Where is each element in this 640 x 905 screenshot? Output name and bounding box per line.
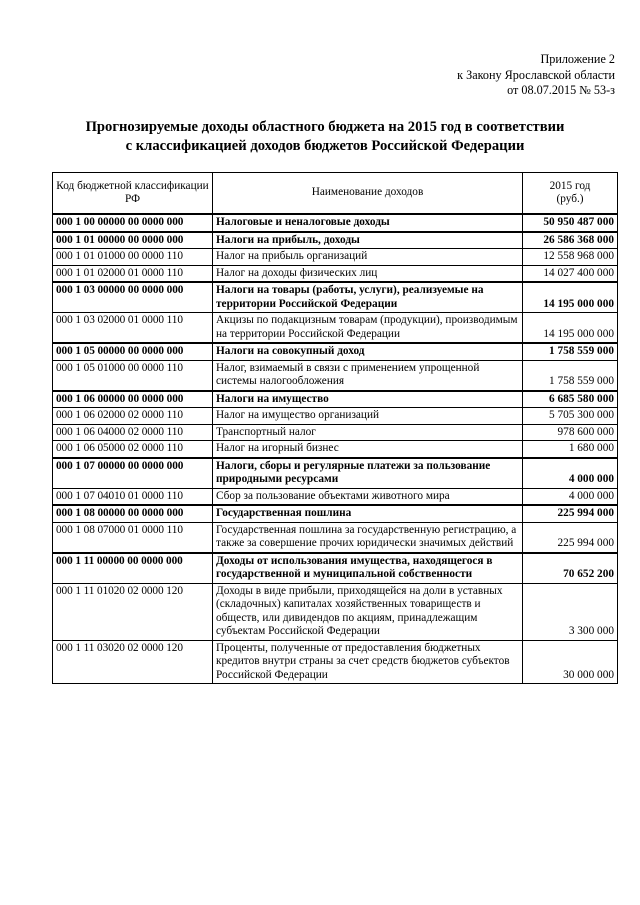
appendix-number: Приложение 2 [540,52,615,66]
row-name: Акцизы по подакцизным товарам (продукции), производимым на территории Российской Федерации [213,313,523,344]
title-line-1: Прогнозируемые доходы областного бюджета на 2015 год в соответствии [85,119,565,135]
document-title [40,118,610,156]
row-code: 000 1 08 07000 01 0000 110 [53,522,213,553]
table-row [53,249,618,266]
row-name: Налоги, сборы и регулярные платежи за пользование природными ресурсами [213,458,523,489]
table-row [53,424,618,441]
table-header-row [53,173,618,215]
row-name: Транспортный налог [213,424,523,441]
row-name: Государственная пошлина за государственную регистрацию, а также за совершение прочих юридически значимых действий [213,522,523,553]
table-row [53,408,618,425]
row-code: 000 1 03 00000 00 0000 000 [53,282,213,313]
row-name: Доходы от использования имущества, находящегося в государственной и муниципальной собственности [213,553,523,584]
row-code: 000 1 06 04000 02 0000 110 [53,424,213,441]
row-name: Налог на имущество организаций [213,408,523,425]
row-amount: 70 652 200 [523,553,618,584]
row-name: Налог на доходы физических лиц [213,265,523,282]
row-code: 000 1 05 01000 00 0000 110 [53,360,213,391]
row-amount: 225 994 000 [523,505,618,522]
row-amount: 14 195 000 000 [523,313,618,344]
revenue-table [52,172,618,684]
row-amount: 14 027 400 000 [523,265,618,282]
row-code: 000 1 11 01020 02 0000 120 [53,583,213,640]
row-amount: 26 586 368 000 [523,232,618,249]
row-name: Налоги на совокупный доход [213,343,523,360]
table-row [53,360,618,391]
row-code: 000 1 07 04010 01 0000 110 [53,488,213,505]
row-amount: 1 758 559 000 [523,343,618,360]
row-code: 000 1 11 00000 00 0000 000 [53,553,213,584]
row-code: 000 1 07 00000 00 0000 000 [53,458,213,489]
row-name: Налог, взимаемый в связи с применением упрощенной системы налогообложения [213,360,523,391]
row-code: 000 1 06 00000 00 0000 000 [53,391,213,408]
row-code: 000 1 11 03020 02 0000 120 [53,640,213,684]
appendix-header [315,52,615,99]
column-header-year [523,173,618,215]
row-amount: 5 705 300 000 [523,408,618,425]
row-code: 000 1 08 00000 00 0000 000 [53,505,213,522]
title-line-2: с классификацией доходов бюджетов Российской Федерации [125,138,525,154]
table-row [53,282,618,313]
row-amount: 4 000 000 [523,458,618,489]
row-name: Налог на игорный бизнес [213,441,523,458]
row-code: 000 1 03 02000 01 0000 110 [53,313,213,344]
row-name: Сбор за пользование объектами животного мира [213,488,523,505]
row-name: Государственная пошлина [213,505,523,522]
row-amount: 30 000 000 [523,640,618,684]
row-amount: 14 195 000 000 [523,282,618,313]
table-row [53,553,618,584]
table-row [53,391,618,408]
column-header-code: Код бюджетной классификации РФ [53,173,213,215]
table-row [53,313,618,344]
row-code: 000 1 01 01000 00 0000 110 [53,249,213,266]
row-amount: 12 558 968 000 [523,249,618,266]
row-code: 000 1 05 00000 00 0000 000 [53,343,213,360]
table-row [53,441,618,458]
table-row [53,488,618,505]
row-amount: 1 758 559 000 [523,360,618,391]
appendix-law: к Закону Ярославской области [457,67,615,82]
row-name: Налоги на имущество [213,391,523,408]
column-header-unit: (руб.) [556,193,584,205]
row-code: 000 1 00 00000 00 0000 000 [53,214,213,232]
table-row [53,583,618,640]
row-code: 000 1 01 00000 00 0000 000 [53,232,213,249]
table-row [53,232,618,249]
row-amount: 978 600 000 [523,424,618,441]
row-name: Налоги на товары (работы, услуги), реализуемые на территории Российской Федерации [213,282,523,313]
row-name: Налоги на прибыль, доходы [213,232,523,249]
table-row [53,522,618,553]
row-code: 000 1 01 02000 01 0000 110 [53,265,213,282]
table-row [53,640,618,684]
row-amount: 1 680 000 [523,441,618,458]
table-row [53,214,618,232]
column-header-year-label: 2015 год [549,179,591,192]
row-name: Проценты, полученные от предоставления бюджетных кредитов внутри страны за счет средств бюджетов субъектов Российской Федерации [213,640,523,684]
table-row [53,343,618,360]
table-row [53,458,618,489]
row-amount: 50 950 487 000 [523,214,618,232]
row-amount: 6 685 580 000 [523,391,618,408]
row-name: Налог на прибыль организаций [213,249,523,266]
row-code: 000 1 06 05000 02 0000 110 [53,441,213,458]
row-amount: 225 994 000 [523,522,618,553]
row-amount: 4 000 000 [523,488,618,505]
row-name: Доходы в виде прибыли, приходящейся на доли в уставных (складочных) капиталах хозяйственных товариществ и обществ, или дивидендов по акциям, принадлежащим субъектам Российской Федерации [213,583,523,640]
table-row [53,265,618,282]
row-amount: 3 300 000 [523,583,618,640]
appendix-date: от 08.07.2015 № 53-з [507,83,615,97]
column-header-name: Наименование доходов [213,173,523,215]
row-name: Налоговые и неналоговые доходы [213,214,523,232]
table-row [53,505,618,522]
row-code: 000 1 06 02000 02 0000 110 [53,408,213,425]
